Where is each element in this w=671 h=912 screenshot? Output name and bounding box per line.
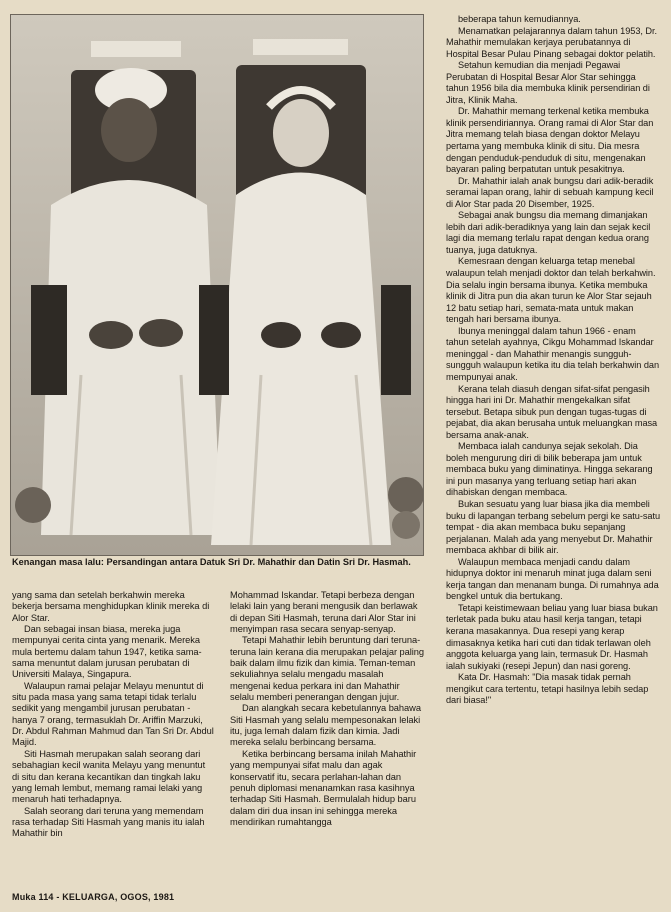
paragraph: yang sama dan setelah berkahwin mereka bekerja bersama menghidupkan klinik mereka di Alor Star. — [12, 590, 210, 623]
left-crown-ornament — [91, 41, 181, 57]
paragraph: Dr. Mahathir memang terkenal ketika membuka klinik persendiriannya. Orang ramai di Alor Star dan Jitra memang telah biasa dengan doktor Melayu pertama yang membuka klinik di situ. Dia mesra dengan penduduk-penduduk di situ, mengenakan bayaran paling berpatutan untuk pesakitnya. — [446, 106, 654, 175]
paragraph: Siti Hasmah merupakan salah seorang dari sebahagian kecil wanita Melayu yang menuntut di situ dan kerana kecantikan dan tingkah laku yang lemah lembut, memang ramai lelaki yang menaruh hati terhadapnya. — [12, 748, 206, 805]
paragraph: Salah seorang dari teruna yang memendam rasa terhadap Siti Hasmah yang manis itu ialah Mahathir bin — [12, 805, 205, 839]
paragraph: Kata Dr. Hasmah: "Dia masak tidak pernah mengikut cara tertentu, tetapi hasilnya lebih sedap dari biasa!" — [446, 672, 649, 706]
wedding-photo-illustration — [11, 15, 423, 555]
paragraph: Sebagai anak bungsu dia memang dimanjakan lebih dari adik-beradiknya yang lain dan sejak kecil lagi dia memang terlalu rapat dengan kedua orang tuanya, juga datuknya. — [446, 210, 651, 255]
paragraph: Bukan sesuatu yang luar biasa jika dia membeli buku di lapangan terbang sebelum pergi ke satu-satu tempat - dia akan membaca buku sepanjang perjalanan. Malah ada yang menyebut Dr. Mahathir membaca akhbar di bilik air. — [446, 498, 661, 556]
groom-attire — [41, 180, 221, 535]
middle-text-column — [230, 590, 426, 828]
paragraph: Walaupun ramai pelajar Melayu menuntut di situ pada masa yang sama tetapi tidak terlalu sedikit yang mengambil jurusan perubatan - hanya 7 orang, termasuklah Dr. Ariffin Marzuki, Dr. Abdul Rahman Mahmud dan Tan Sri Dr. Abdul Majid. — [12, 680, 214, 748]
bride-attire — [211, 173, 391, 546]
paragraph: Dr. Mahathir ialah anak bungsu dari adik-beradik seramai lapan orang, lahir di sebuah kampung kecil di Alor Star pada 20 Disember, 1925. — [446, 175, 654, 209]
paragraph: Dan sebagai insan biasa, mereka juga mempunyai cerita cinta yang menarik. Mereka mula bertemu dalam tahun 1947, ketika sama-sama menuntut dalam jurusan perubatan di Universiti Malaya, Singapura. — [12, 624, 202, 680]
paragraph: Membaca ialah candunya sejak sekolah. Dia boleh mengurung diri di bilik beberapa jam untuk membaca buku yang diminatinya. Hingga sekarang ini pun masanya yang terluang setiap hari akan dihabiskan dengan membaca. — [446, 441, 653, 498]
paragraph: Ketika berbincang bersama inilah Mahathir yang mempunyai sifat malu dan agak konservatif itu, secara perlahan-lahan dan penuh diplomasi menanamkan rasa kasihnya terhadap Siti Hasmah. Bermulalah hidup baru dalam diri dua insan ini sehingga mereka mendirikan rumahtangga — [230, 748, 417, 827]
right-text-column — [446, 14, 660, 707]
groom-face — [101, 98, 157, 162]
paragraph: Menamatkan pelajarannya dalam tahun 1953, Dr. Mahathir memulakan kerjaya perubatannya di Hospital Besar Pulau Pinang sebagai doktor pelatih. — [446, 25, 657, 59]
paragraph: Tetapi Mahathir lebih beruntung dari teruna-teruna lain kerana dia merupakan pelajar paling baik dalam ilmu fizik dan kimia. Teman-teman sekuliahnya selalu mengadu masalah mengenai kedua perkara ini dan Mahathir selalu memberi penerangan dengan jujur. — [230, 635, 425, 703]
photo-caption: Kenangan masa lalu: Persandingan antara Datuk Sri Dr. Mahathir dan Datin Sri Dr. Hasmah. — [12, 557, 411, 567]
paragraph: Ibunya meninggal dalam tahun 1966 - enam tahun setelah ayahnya, Cikgu Mohammad Iskandar meninggal - dan Mahathir menangis sungguh-sungguh walaupun ketika itu dia telah berkahwin dan mempunyai anak. — [446, 325, 659, 382]
paragraph: Setahun kemudian dia menjadi Pegawai Perubatan di Hospital Besar Alor Star sehingga tahun 1956 bila dia membuka klinik persendirian di Jitra, Klinik Maha. — [446, 60, 650, 105]
bride-face — [273, 99, 329, 167]
paragraph: Kerana telah diasuh dengan sifat-sifat pengasih hingga hari ini Dr. Mahathir mengekalkan sifat tersebut. Betapa sibuk pun dengan tugas-tugas di pejabat, dia akan berusaha untuk meluangkan masa bersama anak-anak. — [446, 383, 658, 440]
paragraph: Dan alangkah secara kebetulannya bahawa Siti Hasmah yang selalu mempesonakan lelaki itu, juga lemah dalam fizik dan kimia. Jadi mereka selalu berbincang bersama. — [230, 703, 421, 748]
paragraph: Walaupun membaca menjadi candu dalam hidupnya doktor ini menaruh minat juga dalam seni kerja tangan dan menanam bunga. Di rumahnya ada bengkel untuk dia bertukang. — [446, 556, 659, 602]
right-crown-ornament — [253, 39, 348, 55]
left-text-column — [12, 590, 214, 840]
paragraph: Mohammad Iskandar. Tetapi berbeza dengan lelaki lain yang berani mengusik dan berlawak di depan Siti Hasmah, teruna dari Alor Star ini menyimpan rasa secara senyap-senyap. — [230, 590, 418, 635]
page-footer: Muka 114 - KELUARGA, OGOS, 1981 — [12, 892, 175, 902]
wedding-photograph — [10, 14, 424, 556]
paragraph: Tetapi keistimewaan beliau yang luar biasa bukan terletak pada buku atau hasil kerja tangan, tetapi kerana masakannya. Dua resepi yang kerap dimasaknya ketika hari cuti dan tidak terlawan oleh anggota keluarga yang lain, termasuk Dr. Hasmah ialah sukiyaki (resepi Jepun) dan nasi goreng. — [446, 602, 658, 671]
paragraph: beberapa tahun kemudiannya. — [458, 14, 581, 24]
paragraph: Kemesraan dengan keluarga tetap menebal walaupun telah menjadi doktor dan telah berkahwin. Dia selalu ingin bersama ibunya. Ketika membuka klinik di Jitra pun dia akan turun ke Alor Star sejauh 12 batu setiap hari, semata-mata untuk makan tengah hari bersama ibunya. — [446, 256, 656, 325]
